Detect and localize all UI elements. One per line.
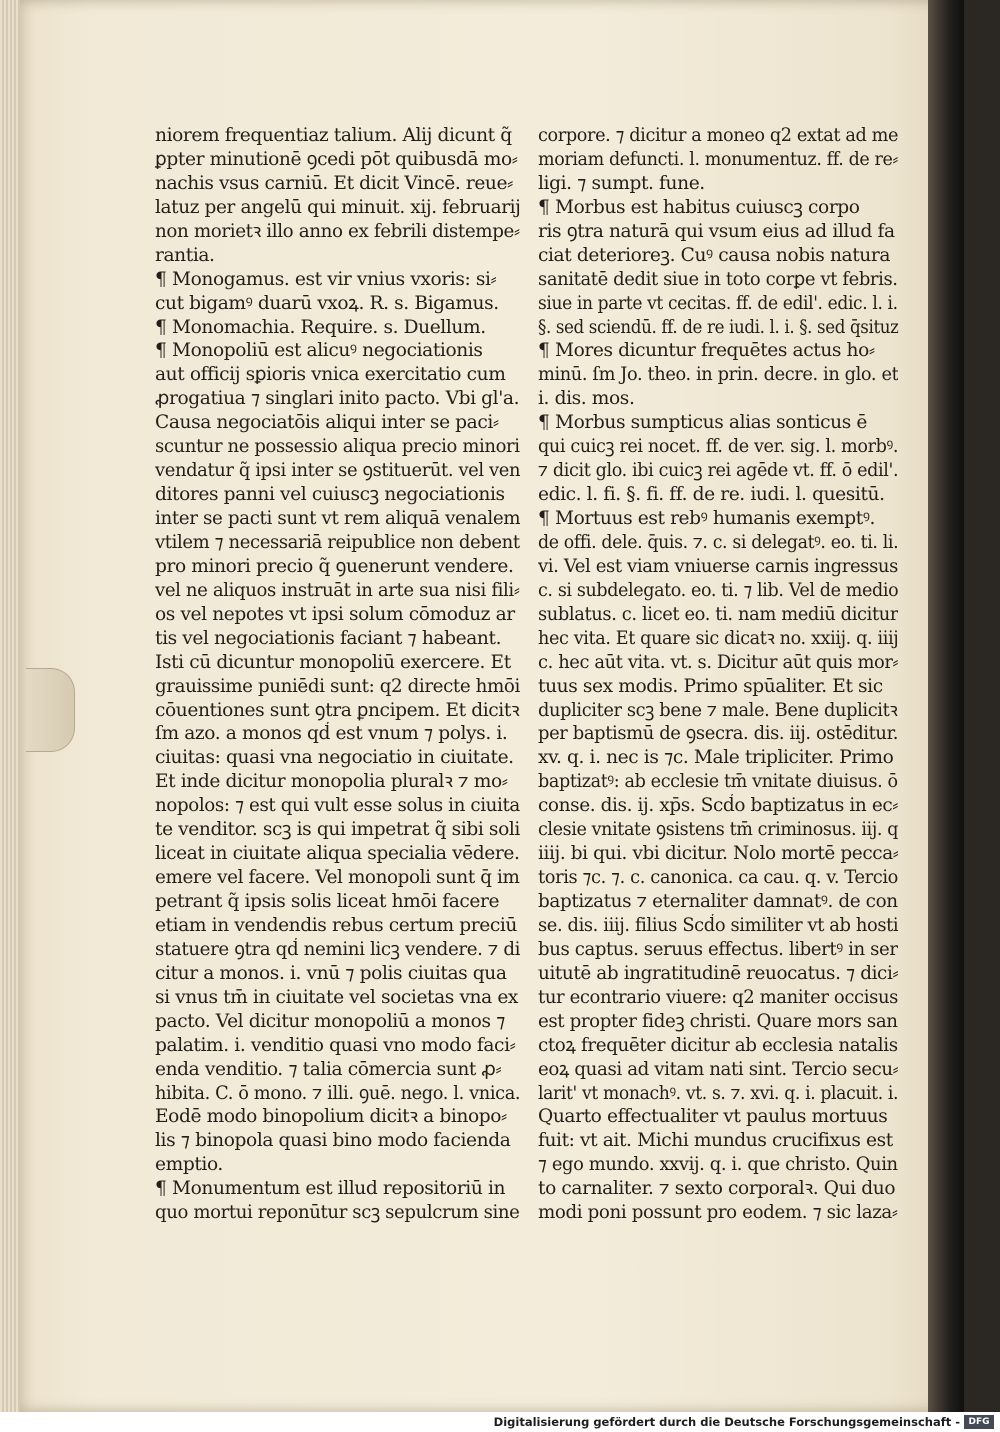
text-line: ¶ Monopoliū est alicuꝰ negociationis: [155, 340, 483, 362]
text-line: vi. Vel est viam vniuerse carnis ingressus: [538, 555, 898, 577]
text-line: dupliciter scꝫ bene ⁊ male. Bene duplicitꝛ: [538, 699, 898, 721]
text-line: Quarto effectualiter vt paulus mortuus: [538, 1106, 888, 1128]
text-line: sanitatē dedit siue in toto corꝑe vt febris.: [538, 268, 898, 290]
text-line: siue in parte vt cecitas. ff. de edil'. edic. l. i.: [538, 292, 898, 314]
text-line: emptio.: [155, 1154, 223, 1176]
text-line: ciuitas: quasi vna negociatio in ciuitate.: [155, 747, 514, 769]
text-line: emere vel facere. Vel monopoli sunt q̄ im: [155, 867, 520, 889]
text-line: corpore. ⁊ dicitur a moneo q2 extat ad me: [538, 125, 899, 146]
text-line: se. dis. iiij. filius Scd̓o similiter vt ab hosti: [538, 914, 898, 936]
text-line: uitutē ab ingratitudinē reuocatus. ⁊ dici⸗: [538, 962, 898, 984]
text-line: liceat in ciuitate aliqua specialia vēdere.: [155, 843, 520, 865]
text-line: c. si subdelegato. eo. ti. ⁊ lib. Vel de medio: [538, 579, 898, 601]
text-line: niorem frequentiaz talium. Alij dicunt q̃: [155, 125, 512, 146]
left-text-column: [155, 124, 520, 1225]
text-line: moriam defuncti. l. monumentuz. ff. de re⸗: [538, 148, 898, 170]
text-line: larit' vt monachꝰ. vt. s. ⁊. xvi. q. i. placuit. i.: [538, 1082, 898, 1104]
text-line: rantia.: [155, 244, 215, 266]
text-line: os vel nepotes vt ipsi solum cōmoduz ar: [155, 603, 515, 625]
text-line: si vnus tm̄ in ciuitate vel societas vna ex: [155, 986, 519, 1008]
text-line: ¶ Mores dicuntur frequētes actus ho⸗: [538, 340, 875, 362]
text-line: tis vel negociationis faciant ⁊ habeant.: [155, 627, 502, 649]
text-line: tur econtrario viuere: q2 maniter occisus: [538, 986, 899, 1008]
text-line: ¶ Mortuus est rebꝰ humanis exemptꝰ.: [538, 508, 876, 529]
text-line: inter se pacti sunt vt rem aliquā venalem: [155, 508, 521, 529]
text-line: aut officij sꝑioris vnica exercitatio cum: [155, 364, 506, 386]
text-line: ¶ Morbus sumpticus alias sonticus ē: [538, 412, 867, 434]
text-line: nachis vsus carniū. Et dicit Vincē. reue⸗: [155, 172, 513, 194]
text-line: ¶ Monogamus. est vir vnius vxoris: si⸗: [155, 268, 497, 290]
text-line: de offi. dele. q̄uis. ⁊. c. si delegatꝰ. eo. ti. li.: [538, 531, 899, 553]
text-line: quo mortui reponūtur scꝫ sepulcrum sine: [155, 1202, 520, 1224]
text-line: statuere ꝯtra qd̓ nemini licꝫ vendere. ⁊ di: [155, 938, 520, 960]
text-line: ciat deterioreꝫ. Cuꝰ causa nobis natura: [538, 244, 891, 266]
text-line: ditores panni vel cuiuscꝫ negociationis: [155, 484, 505, 506]
text-line: ¶ Morbus est habitus cuiuscꝫ corpo: [538, 196, 860, 218]
text-line: nopolos: ⁊ est qui vult esse solus in ciuita: [155, 795, 520, 817]
text-line: petrant q̃ ipsis solis liceat hmōi facere: [155, 891, 500, 912]
funding-credit: Digitalisierung gefördert durch die Deutsche Forschungsgemeinschaft -: [493, 1415, 960, 1429]
text-line: minū. ſm Jo. theo. in prin. decre. in glo. et: [538, 364, 899, 386]
text-line: cut bigamꝰ duarū vxoꝝ. R. s. Bigamus.: [155, 292, 499, 314]
text-line: ⁊ ego mundo. xxvij. q. i. que christo. Quin: [538, 1154, 898, 1176]
text-line: enda venditio. ⁊ talia cōmercia sunt ꝓ⸗: [155, 1058, 502, 1080]
book-gutter: [928, 0, 964, 1412]
text-line: citur a monos. i. vnū ⁊ polis ciuitas qua: [155, 962, 507, 984]
text-line: ligi. ⁊ sumpt. fune.: [538, 172, 705, 194]
text-line: ctoꝝ frequēter dicitur ab ecclesia natalis: [538, 1034, 898, 1056]
text-line: vtilem ⁊ necessariā reipublice non debent: [155, 531, 520, 553]
text-line: pacto. Vel dicitur monopoliū a monos ⁊: [155, 1010, 505, 1032]
text-line: ꝑpter minutionē ꝯcedi pōt quibusdā mo⸗: [155, 148, 518, 170]
text-line: vendatur q̃ ipsi inter se ꝯstituerūt. vel ven: [155, 460, 520, 482]
text-line: lis ⁊ binopola quasi bino modo facienda: [155, 1130, 511, 1152]
text-line: Et inde dicitur monopolia pluralꝛ ⁊ mo⸗: [155, 771, 508, 793]
text-line: iiij. bi qui. vbi dicitur. Nolo mortē pecca⸗: [538, 843, 899, 865]
text-line: hec vita. Et quare sic dicatꝛ no. xxiij. q. iiij: [538, 627, 898, 649]
text-line: vel ne aliquos instruāt in arte sua nisi fili⸗: [155, 579, 520, 601]
text-line: §. sed sciendū. ff. de re iudi. l. i. §. sed q̄situz: [538, 316, 899, 338]
text-line: pro minori precio q̃ ꝯuenerunt vendere.: [155, 555, 514, 577]
text-line: ris ꝯtra naturā qui vsum eius ad illud fa: [538, 220, 895, 242]
text-line: est propter fideꝫ christi. Quare mors san: [538, 1010, 898, 1032]
text-line: Eodē modo binopolium dicitꝛ a binopo⸗: [155, 1106, 507, 1128]
text-line: modi poni possunt pro eodem. ⁊ sic laza⸗: [538, 1202, 898, 1224]
text-line: ⁊ dicit glo. ibi cuicꝫ rei agēde vt. ff. ō edil'.: [538, 460, 899, 482]
text-line: non morietꝛ illo anno ex febrili distempe⸗: [155, 220, 520, 242]
text-line: hibita. C. ō mono. ⁊ illi. ꝯuē. nego. l. vnica.: [155, 1082, 520, 1104]
text-line: ꝓrogatiua ⁊ singlari inito pacto. Vbi gl'a.: [155, 388, 520, 410]
text-line: etiam in vendendis rebus certum preciū: [155, 914, 517, 936]
text-line: to carnaliter. ⁊ sexto corporalꝛ. Qui duo: [538, 1178, 896, 1200]
text-line: grauissime puniēdi sunt: q2 directe hmōi: [155, 675, 520, 697]
text-line: Isti cū dicuntur monopoliū exercere. Et: [155, 651, 511, 673]
right-text-column: [538, 124, 898, 1225]
text-line: te venditor. scꝫ is qui impetrat q̃ sibi soli: [155, 819, 520, 841]
text-line: sublatus. c. licet eo. ti. nam mediū dicitur: [538, 603, 898, 625]
text-line: xv. q. i. nec is ⁊c. Male tripliciter. Primo: [538, 747, 894, 769]
text-line: tuus sex modis. Primo spūaliter. Et sic: [538, 675, 883, 697]
text-line: Causa negociatōis aliqui inter se paci⸗: [155, 412, 499, 434]
text-line: toris ⁊c. ⁊. c. canonica. ca cau. q. v. Tercio: [538, 867, 898, 889]
text-line: ¶ Monomachia. Require. s. Duellum.: [155, 316, 486, 338]
text-line: fuit: vt ait. Michi mundus crucifixus est: [538, 1130, 893, 1152]
dfg-logo: DFG: [964, 1415, 994, 1429]
text-line: baptizatꝰ: ab ecclesie tm̄ vnitate diuisus. ō: [538, 771, 898, 793]
text-line: latuz per angelū qui minuit. xij. februarij: [155, 196, 521, 218]
book-page-edges: [0, 0, 21, 1412]
binding-clip: [26, 668, 75, 752]
text-line: eoꝝ quasi ad vitam nati sint. Tercio secu⸗: [538, 1058, 898, 1080]
text-line: edic. l. fi. §. fi. ff. de re. iudi. l. quesitū.: [538, 484, 885, 506]
text-line: per baptismū de ꝯsecra. dis. iij. ostēditur.: [538, 723, 899, 745]
text-line: i. dis. mos.: [538, 388, 635, 410]
text-line: qui cuicꝫ rei nocet. ff. de ver. sig. l. morbꝰ.: [538, 436, 898, 458]
text-line: clesie vnitate ꝯsistens tm̄ criminosus. iij. q: [538, 819, 898, 841]
text-line: ¶ Monumentum est illud repositoriū in: [155, 1178, 506, 1200]
text-line: cōuentiones sunt ꝯtra ꝑncipem. Et dicitꝛ: [155, 699, 520, 721]
text-line: scuntur ne possessio aliqua precio minori: [155, 436, 520, 458]
text-line: baptizatus ⁊ eternaliter damnatꝰ. de con: [538, 891, 898, 912]
text-line: palatim. i. venditio quasi vno modo faci⸗: [155, 1034, 516, 1056]
text-line: bus captus. seruus effectus. libertꝰ in ser: [538, 938, 898, 960]
text-line: ſm azo. a monos qd̓ est vnum ⁊ polys. i.: [155, 723, 508, 745]
text-line: conse. dis. ij. xp̄s. Scd̓o baptizatus in ec⸗: [538, 795, 899, 817]
text-line: c. hec aūt vita. vt. s. Dicitur aūt quis mor⸗: [538, 651, 898, 673]
